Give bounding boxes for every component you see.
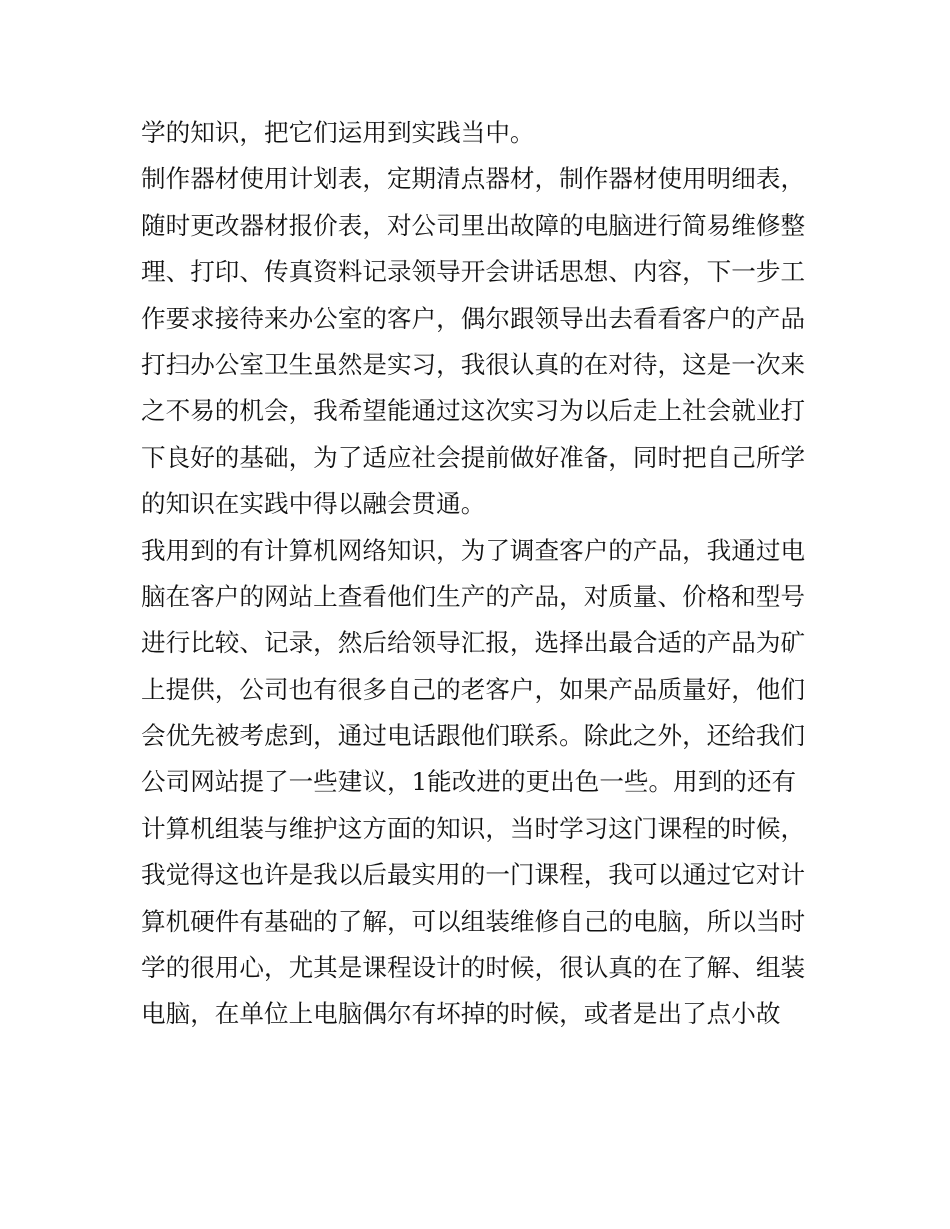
text-line: 之不易的机会，我希望能通过这次实习为以后走上社会就业打 xyxy=(141,396,806,426)
text-line: 作要求接待来办公室的客户，偶尔跟领导出去看看客户的产品 xyxy=(141,303,806,333)
text-line: 学的知识，把它们运用到实践当中。 xyxy=(141,118,535,147)
text-line: 计算机组装与维护这方面的知识，当时学习这门课程的时候， xyxy=(141,813,806,843)
text-line: 进行比较、记录，然后给领导汇报，选择出最合适的产品为矿 xyxy=(141,628,806,658)
text-line: 打扫办公室卫生虽然是实习，我很认真的在对待，这是一次来 xyxy=(141,349,806,379)
text-line: 理、打印、传真资料记录领导开会讲话思想、内容，下一步工 xyxy=(141,257,806,287)
text-line: 制作器材使用计划表，定期清点器材，制作器材使用明细表， xyxy=(141,164,806,194)
body-text xyxy=(141,110,821,1038)
text-line: 脑在客户的网站上查看他们生产的产品，对质量、价格和型号 xyxy=(141,581,806,611)
text-line: 的知识在实践中得以融会贯通。 xyxy=(141,489,486,519)
text-line: 电脑，在单位上电脑偶尔有坏掉的时候，或者是出了点小故 xyxy=(141,999,781,1029)
text-line: 随时更改器材报价表，对公司里出故障的电脑进行简易维修整 xyxy=(141,210,806,240)
text-line: 我用到的有计算机网络知识，为了调查客户的产品，我通过电 xyxy=(141,535,806,565)
text-line: 下良好的基础，为了适应社会提前做好准备，同时把自己所学 xyxy=(141,442,806,472)
text-line: 会优先被考虑到，通过电话跟他们联系。除此之外，还给我们 xyxy=(141,721,806,751)
text-line: 学的很用心，尤其是课程设计的时候，很认真的在了解、组装 xyxy=(141,953,806,983)
text-line: 公司网站提了一些建议，1能改进的更出色一些。用到的还有 xyxy=(141,767,797,797)
text-line: 我觉得这也许是我以后最实用的一门课程，我可以通过它对计 xyxy=(141,860,806,890)
text-line: 算机硬件有基础的了解，可以组装维修自己的电脑，所以当时 xyxy=(141,906,806,936)
text-line: 上提供，公司也有很多自己的老客户，如果产品质量好，他们 xyxy=(141,674,806,704)
